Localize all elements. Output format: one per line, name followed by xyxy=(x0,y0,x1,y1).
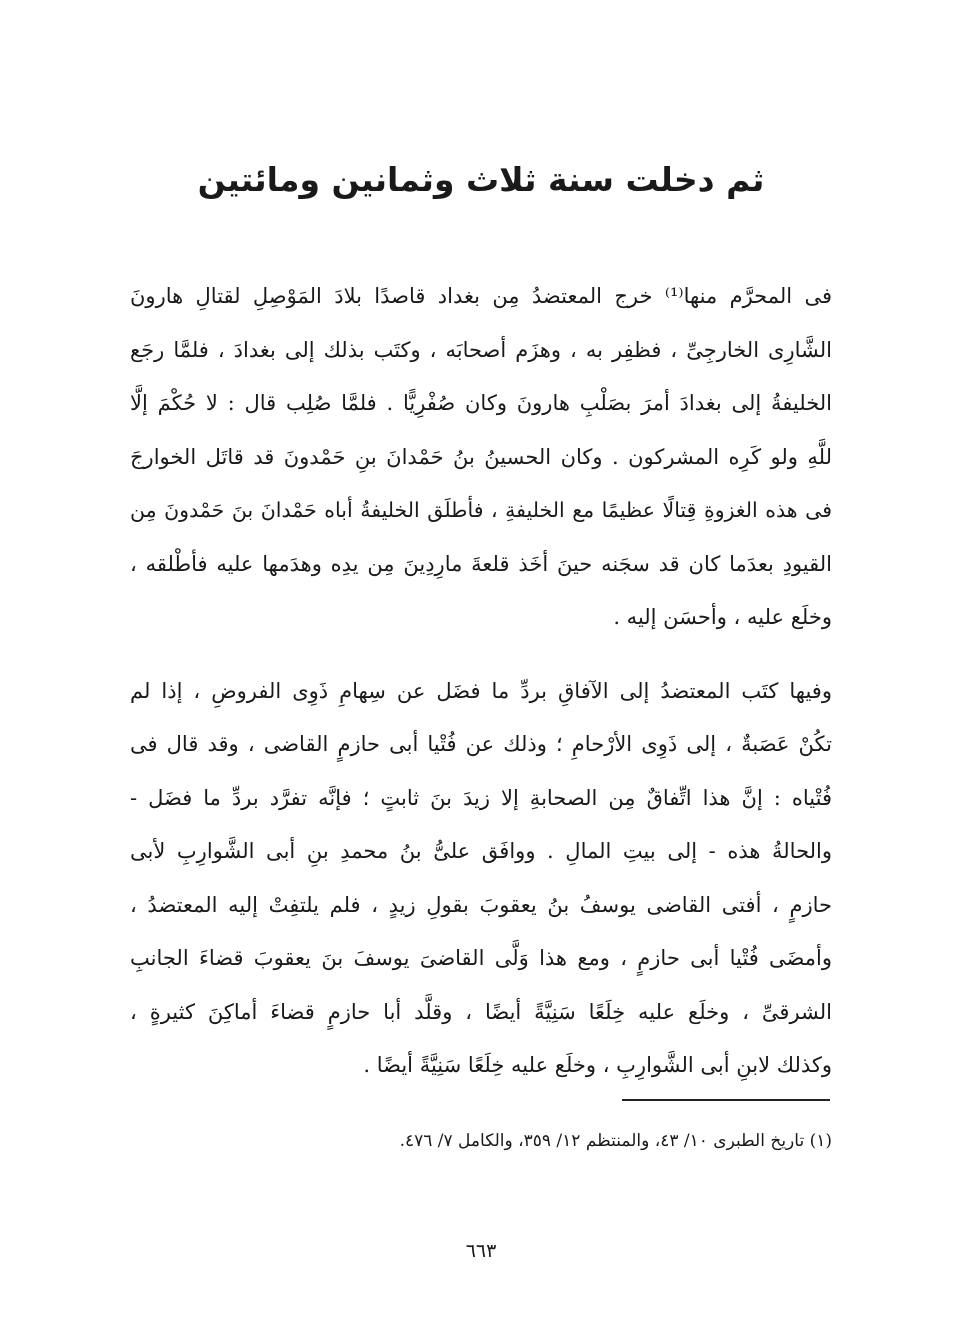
text-line: فى المحرَّم منها⁽¹⁾ خرج المعتضدُ مِن بغداد قاصدًا بلادَ المَوْصِلِ لقتالِ هارونَ xyxy=(130,284,832,308)
footnote: (١) تاريخ الطبرى ١٠/ ٤٣، والمنتظم ١٢/ ٣٥٩، والكامل ٧/ ٤٧٦. xyxy=(399,1131,832,1151)
paragraph-1 xyxy=(130,270,832,645)
footnote-separator xyxy=(622,1099,830,1101)
text-line: وفيها كتَب المعتضدُ إلى الآفاقِ بردِّ ما فضَل عن سِهامِ ذَوِى الفروضِ ، إذا لم xyxy=(130,678,832,703)
chapter-heading: ثم دخلت سنة ثلاث وثمانين ومائتين xyxy=(197,160,765,199)
text-line: تكُنْ عَصَبةٌ ، إلى ذَوِى الأرْحامِ ؛ وذلك عن فُتْيا أبى حازمٍ القاضى ، وقد قال فى xyxy=(130,732,832,756)
paragraph-gap xyxy=(130,645,832,665)
page-number: ٦٦٣ xyxy=(465,1240,497,1262)
text-line: الخليفةُ إلى بغدادَ أمرَ بصَلْبِ هارونَ وكان صُفْرِيًّا . فلمَّا صُلِب قال : لا حُكْمَ إلَّا xyxy=(130,391,832,415)
text-line: وخلَع عليه ، وأحسَن إليه . xyxy=(613,605,832,629)
text-line: والحالةُ هذه - إلى بيتِ المالِ . ووافَق علىُّ بنُ محمدِ بنِ أبى الشَّوارِبِ لأبى xyxy=(130,839,832,863)
text-line: وأمضَى فُتْيا أبى حازمٍ ، ومع هذا وَلَّى القاضىَ يوسفَ بنَ يعقوبَ قضاءَ الجانبِ xyxy=(130,946,832,970)
text-line: فُتْياه : إنَّ هذا اتِّفاقٌ مِن الصحابةِ إلا زيدَ بنَ ثابتٍ ؛ فإنَّه تفرَّد بردِّ ما فضَل - xyxy=(130,785,832,810)
text-line: القيودِ بعدَما كان قد سجَنه حينَ أخَذ قلعةَ مارِدِينَ مِن يدِه وهدَمها عليه فأطْلقه ، xyxy=(130,551,832,576)
text-line: حازمٍ ، أفتى القاضى يوسفُ بنُ يعقوبَ بقولِ زيدٍ ، فلم يلتفِتْ إليه المعتضدُ ، xyxy=(130,892,832,917)
text-line: الشرقىِّ ، وخلَع عليه خِلَعًا سَنِيَّةً أيضًا ، وقلَّد أبا حازمٍ قضاءَ أماكِنَ كثيرةٍ ، xyxy=(130,999,832,1024)
body-text xyxy=(130,270,832,1093)
text-line: الشَّارِى الخارجِىِّ ، فظفِر به ، وهزَم أصحابَه ، وكتَب بذلك إلى بغدادَ ، فلمَّا رجَع xyxy=(130,337,832,362)
paragraph-2 xyxy=(130,665,832,1093)
text-line: وكذلك لابنِ أبى الشَّوارِبِ ، وخلَع عليه خِلَعًا سَنِيَّةً أيضًا . xyxy=(363,1053,832,1077)
text-line: فى هذه الغزوةِ قِتالًا عظيمًا مع الخليفةِ ، فأطلَق الخليفةُ أباه حَمْدانَ بنَ حَمْدونَ مِن xyxy=(130,498,832,522)
text-line: للَّهِ ولو كَرِه المشركون . وكان الحسينُ بنُ حَمْدانَ بنِ حَمْدونَ قد قاتَل الخوارجَ xyxy=(130,444,832,469)
